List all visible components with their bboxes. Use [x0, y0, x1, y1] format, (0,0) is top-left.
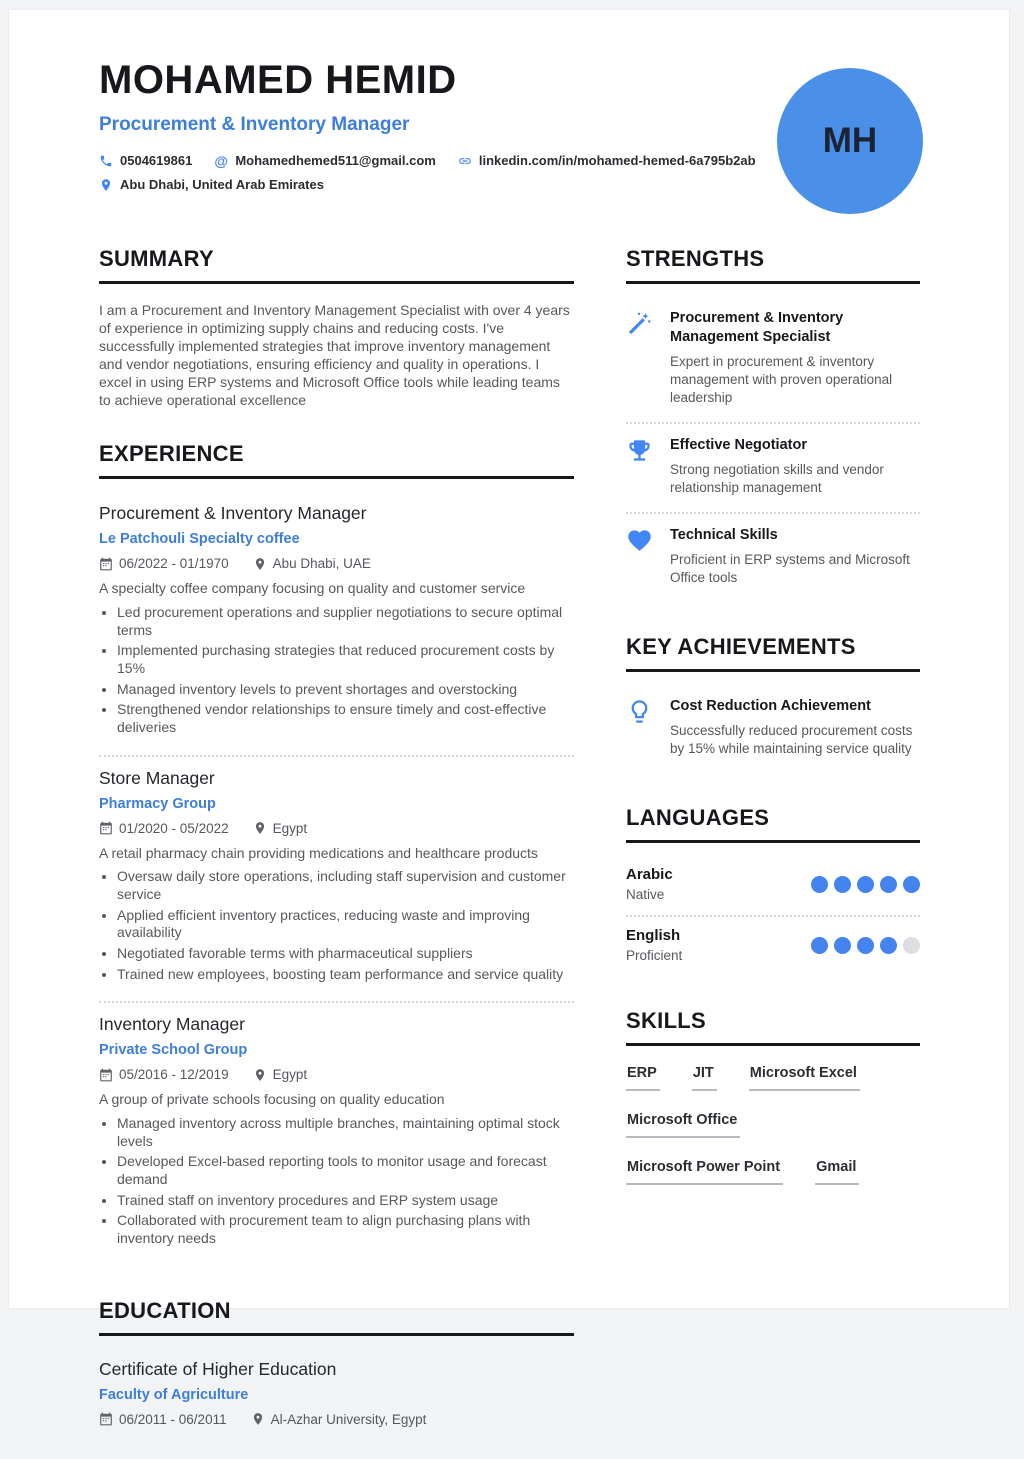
location-pin-icon [253, 557, 267, 571]
summary-text: I am a Procurement and Inventory Management Specialist with over 4 years of experience in optimizing supply chains and reducing costs. I've successfully implemented strategies that improve inventory management and vendor negotiations, ensuring efficiency and quality in operations. I excel in using ERP systems and Microsoft Office tools while leading teams to achieve operational excellence [99, 302, 570, 409]
left-column [99, 246, 574, 1459]
language-name: Arabic [626, 866, 673, 884]
strength-description: Expert in procurement & inventory management with proven operational leadership [670, 354, 893, 405]
linkedin-contact[interactable] [458, 153, 756, 168]
school-link[interactable]: Faculty of Agriculture [99, 1386, 249, 1403]
job-bullet: • Trained staff on inventory procedures and ERP system usage [117, 1192, 574, 1210]
email-address: Mohamedhemed511@gmail.com [235, 153, 436, 168]
location-contact [99, 177, 324, 192]
strength-item [626, 422, 920, 512]
resume-page [8, 9, 1010, 1427]
experience-heading: EXPERIENCE [99, 441, 574, 479]
education-dates: 06/2011 - 06/2011 [99, 1412, 227, 1427]
language-rating-dots [811, 937, 920, 954]
job-bullet: • Implemented purchasing strategies that reduced procurement costs by 15% [117, 642, 574, 677]
strength-description: Strong negotiation skills and vendor relationship management [670, 462, 884, 495]
location-pin-icon [251, 1412, 265, 1426]
language-row [626, 915, 920, 976]
heart-icon [626, 527, 653, 554]
calendar-icon [99, 1068, 113, 1082]
job-entry [99, 1001, 574, 1265]
email-contact[interactable] [214, 153, 436, 168]
strengths-heading: STRENGTHS [626, 246, 920, 284]
skill-tag: Gmail [815, 1159, 859, 1185]
strength-item [626, 512, 920, 602]
at-icon: @ [214, 152, 228, 169]
job-bullet: • Collaborated with procurement team to align purchasing plans with inventory needs [117, 1212, 574, 1247]
job-description: A retail pharmacy chain providing medications and healthcare products [99, 844, 538, 861]
job-dates: 01/2020 - 05/2022 [99, 821, 229, 836]
linkedin-url: linkedin.com/in/mohamed-hemed-6a795b2ab [478, 153, 756, 168]
language-row [626, 856, 920, 915]
light-bulb-icon [626, 698, 653, 725]
company-link[interactable]: Private School Group [99, 1042, 248, 1059]
magic-wand-icon [626, 310, 653, 337]
job-bullet: • Negotiated favorable terms with pharmaceutical suppliers [117, 945, 574, 963]
strength-title: Effective Negotiator [670, 436, 807, 453]
calendar-icon [99, 821, 113, 835]
trophy-icon [626, 437, 653, 464]
languages-section [626, 805, 920, 976]
job-title: Inventory Manager [99, 1014, 245, 1035]
location-pin-icon [99, 178, 113, 192]
achievements-section [626, 634, 920, 773]
summary-section [99, 246, 574, 409]
skill-tag: Microsoft Office [626, 1112, 740, 1138]
location-pin-icon [253, 821, 267, 835]
job-bullet: • Developed Excel-based reporting tools to monitor usage and forecast demand [117, 1153, 574, 1188]
strength-title: Procurement & Inventory Management Specialist [670, 310, 844, 345]
skills-heading: SKILLS [626, 1008, 920, 1046]
avatar-initials: MH [822, 121, 878, 160]
right-column [626, 246, 920, 1459]
strength-item [626, 297, 920, 422]
location-text: Abu Dhabi, United Arab Emirates [120, 177, 324, 192]
job-title: Procurement & Inventory Manager [99, 503, 367, 524]
job-location: Egypt [253, 821, 308, 836]
job-title: Store Manager [99, 767, 215, 788]
person-title: Procurement & Inventory Manager [99, 114, 410, 135]
contact-info [99, 153, 777, 192]
strengths-section [626, 246, 920, 602]
calendar-icon [99, 1412, 113, 1426]
phone-contact[interactable] [99, 153, 192, 168]
education-location: Al-Azhar University, Egypt [251, 1412, 427, 1427]
skill-tag: JIT [692, 1065, 717, 1091]
summary-heading: SUMMARY [99, 246, 574, 284]
job-bullet: • Managed inventory across multiple branches, maintaining optimal stock levels [117, 1115, 574, 1150]
job-dates: 06/2022 - 01/1970 [99, 556, 229, 571]
job-entry [99, 492, 574, 754]
location-pin-icon [253, 1068, 267, 1082]
strength-description: Proficient in ERP systems and Microsoft Office tools [670, 552, 910, 586]
job-location: Abu Dhabi, UAE [253, 556, 371, 571]
skills-section [626, 1008, 920, 1185]
job-bullet: • Led procurement operations and supplier negotiations to secure optimal terms [117, 604, 574, 639]
achievement-item [626, 685, 920, 773]
avatar [777, 68, 923, 214]
phone-icon [99, 154, 113, 168]
degree-title: Certificate of Higher Education [99, 1358, 337, 1379]
link-icon [458, 154, 472, 168]
skill-tag: Microsoft Excel [749, 1065, 860, 1091]
skill-tag: Microsoft Power Point [626, 1159, 783, 1185]
language-rating-dots [811, 876, 920, 893]
job-bullet: • Applied efficient inventory practices, reducing waste and improving availability [117, 907, 574, 942]
job-description: A group of private schools focusing on quality education [99, 1091, 445, 1108]
languages-heading: LANGUAGES [626, 805, 920, 843]
job-dates: 05/2016 - 12/2019 [99, 1067, 229, 1082]
achievements-heading: KEY ACHIEVEMENTS [626, 634, 920, 672]
achievement-description: Successfully reduced procurement costs by 15% while maintaining service quality [670, 723, 913, 757]
language-level: Native [626, 887, 665, 903]
achievement-title: Cost Reduction Achievement [670, 697, 871, 714]
job-location: Egypt [253, 1067, 308, 1082]
company-link[interactable]: Pharmacy Group [99, 795, 216, 812]
education-heading: EDUCATION [99, 1298, 574, 1336]
job-bullet: • Managed inventory levels to prevent shortages and overstocking [117, 681, 574, 699]
job-description: A specialty coffee company focusing on quality and customer service [99, 580, 526, 597]
language-name: English [626, 927, 681, 945]
education-entry [99, 1349, 574, 1427]
experience-section [99, 441, 574, 1265]
education-section [99, 1298, 574, 1427]
job-entry [99, 755, 574, 1002]
language-level: Proficient [626, 948, 683, 964]
skill-tag: ERP [626, 1065, 660, 1091]
phone-number: 0504619861 [120, 153, 193, 168]
person-name: MOHAMED HEMID [99, 58, 457, 102]
company-link[interactable]: Le Patchouli Specialty coffee [99, 531, 300, 548]
header [9, 10, 1009, 214]
job-bullet: • Strengthened vendor relationships to ensure timely and cost-effective deliveries [117, 701, 574, 736]
job-bullet: • Trained new employees, boosting team performance and service quality [117, 966, 574, 984]
calendar-icon [99, 557, 113, 571]
strength-title: Technical Skills [670, 526, 778, 543]
job-bullet: • Oversaw daily store operations, including staff supervision and customer service [117, 868, 574, 903]
